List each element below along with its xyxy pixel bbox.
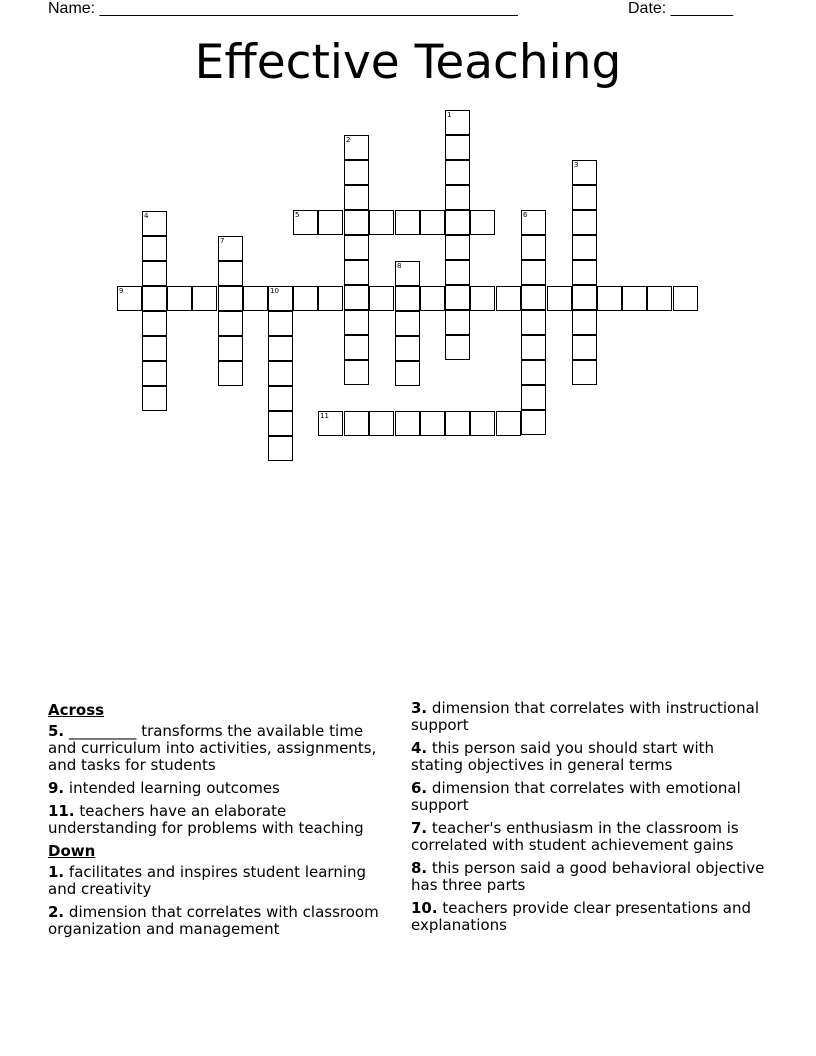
crossword-cell[interactable] [521,335,546,360]
crossword-cell[interactable] [268,311,293,336]
crossword-cell[interactable] [218,286,243,311]
clue-text: this person said a good behavioral objective has three parts [411,859,765,894]
crossword-cell[interactable] [395,361,420,386]
clue-item [411,820,768,854]
clue-text: teachers have an elaborate understanding for problems with teaching [48,802,364,837]
crossword-cell[interactable] [167,286,192,311]
crossword-cell[interactable] [445,135,470,160]
crossword-cell[interactable] [293,286,318,311]
crossword-cell[interactable] [344,160,369,185]
page-title: Effective Teaching [194,35,622,90]
crossword-cell[interactable] [218,261,243,286]
crossword-cell[interactable] [268,336,293,361]
crossword-cell[interactable] [344,210,369,235]
crossword-cell[interactable] [395,311,420,336]
clue-text: dimension that correlates with classroom organization and management [48,903,379,938]
crossword-cell[interactable] [344,185,369,210]
crossword-cell[interactable] [572,335,597,360]
clue-number: 2. [48,903,65,921]
clue-number-label: 3 [574,161,579,169]
crossword-cell[interactable] [243,286,268,311]
crossword-cell[interactable] [142,311,167,336]
clue-text: facilitates and inspires student learning and creativity [48,863,367,898]
crossword-cell[interactable] [445,185,470,210]
crossword-cell[interactable] [521,235,546,260]
clue-number: 6. [411,779,428,797]
clue-text: teachers provide clear presentations and explanations [411,899,752,934]
crossword-cell[interactable] [420,286,445,311]
across-clue-list [48,723,388,837]
clue-text: teacher's enthusiasm in the classroom is correlated with student achievement gains [411,819,739,854]
crossword-cell[interactable] [572,260,597,285]
clue-number-label: 9 [119,287,124,295]
clue-number-label: 6 [523,211,528,219]
crossword-cell[interactable] [344,285,369,310]
crossword-cell[interactable] [395,411,420,436]
crossword-cell[interactable] [445,160,470,185]
clue-number-label: 4 [144,212,149,220]
crossword-cell[interactable] [445,260,470,285]
clue-item [48,904,388,938]
crossword-cell[interactable] [470,411,495,436]
clue-number-label: 1 [447,111,452,119]
crossword-cell[interactable] [521,410,546,435]
clue-item [411,900,768,934]
clue-number-label: 8 [397,262,402,270]
crossword-cell[interactable] [572,360,597,385]
clue-number-label: 2 [346,136,351,144]
crossword-cell[interactable] [192,286,217,311]
crossword-cell[interactable] [344,310,369,335]
clue-item [48,864,388,898]
crossword-cell[interactable] [572,185,597,210]
crossword-cell[interactable] [142,386,167,411]
crossword-cell[interactable] [344,260,369,285]
clue-text: dimension that correlates with emotional support [411,779,741,814]
crossword-cell[interactable] [572,310,597,335]
crossword-cell[interactable] [268,386,293,411]
crossword-cell[interactable] [344,335,369,360]
clue-text: this person said you should start with stating objectives in general terms [411,739,715,774]
clue-number-label: 10 [270,287,279,295]
crossword-cell[interactable] [395,286,420,311]
crossword-cell[interactable] [395,210,420,235]
crossword-cell[interactable] [445,210,470,235]
clue-number: 8. [411,859,428,877]
clues-left-column [48,700,388,944]
crossword-cell[interactable] [344,360,369,385]
crossword-cell[interactable] [496,411,521,436]
crossword-cell[interactable] [521,260,546,285]
crossword-cell[interactable] [597,286,622,311]
crossword-cell[interactable] [218,336,243,361]
clue-item [411,740,768,774]
crossword-cell[interactable] [445,411,470,436]
crossword-cell[interactable] [268,436,293,461]
clue-number: 10. [411,899,438,917]
crossword-cell[interactable] [142,336,167,361]
clue-number: 4. [411,739,428,757]
clue-number-label: 7 [220,237,225,245]
down-clue-list [48,864,388,938]
crossword-cell[interactable] [395,336,420,361]
clue-number-label: 11 [320,412,329,420]
crossword-cell[interactable] [142,361,167,386]
crossword-cell[interactable] [496,286,521,311]
crossword-cell[interactable] [521,385,546,410]
clue-number-label: 5 [295,211,300,219]
crossword-cell[interactable] [344,235,369,260]
crossword-cell[interactable] [268,411,293,436]
crossword-cell[interactable] [622,286,647,311]
crossword-cell[interactable] [420,411,445,436]
crossword-cell[interactable] [218,311,243,336]
clue-text: intended learning outcomes [68,779,280,797]
down-heading: Down [48,842,96,860]
crossword-cell[interactable] [142,286,167,311]
crossword-cell[interactable] [318,286,343,311]
crossword-cell[interactable] [142,236,167,261]
crossword-cell[interactable] [369,411,394,436]
clue-item [48,723,388,774]
clue-text: _________ transforms the available time and curriculum into activities, assignments, and tasks for students [48,722,377,774]
crossword-cell[interactable] [268,361,293,386]
crossword-cell[interactable] [369,210,394,235]
clues-right-column [411,700,768,940]
clues-section [48,700,768,950]
crossword-cell[interactable] [218,361,243,386]
crossword-cell[interactable] [673,286,698,311]
crossword-cell[interactable] [647,286,672,311]
crossword-cell[interactable] [521,285,546,310]
clue-number: 3. [411,699,428,717]
date-field[interactable]: Date: _______ [628,0,733,17]
crossword-cell[interactable] [420,210,445,235]
crossword-cell[interactable] [547,286,572,311]
crossword-cell[interactable] [470,286,495,311]
clue-text: dimension that correlates with instructional support [411,699,760,734]
crossword-cell[interactable] [572,285,597,310]
crossword-cell[interactable] [344,411,369,436]
name-field[interactable]: Name: _______________________________________________ [48,0,518,17]
clue-item [48,803,388,837]
down-clue-list-continued [411,700,768,934]
crossword-cell[interactable] [318,210,343,235]
crossword-cell[interactable] [572,235,597,260]
crossword-cell[interactable] [369,286,394,311]
clue-number: 9. [48,779,65,797]
across-heading: Across [48,701,105,719]
crossword-grid [0,0,816,480]
crossword-cell[interactable] [521,310,546,335]
clue-number: 1. [48,863,65,881]
crossword-cell[interactable] [445,235,470,260]
crossword-cell[interactable] [445,310,470,335]
clue-item [411,860,768,894]
crossword-cell[interactable] [142,261,167,286]
clue-number: 11. [48,802,75,820]
clue-item [411,700,768,734]
crossword-cell[interactable] [521,360,546,385]
crossword-cell[interactable] [445,285,470,310]
clue-number: 5. [48,722,65,740]
clue-item [48,780,388,797]
clue-item [411,780,768,814]
crossword-cell[interactable] [445,335,470,360]
crossword-cell[interactable] [572,210,597,235]
crossword-cell[interactable] [470,210,495,235]
clue-number: 7. [411,819,428,837]
